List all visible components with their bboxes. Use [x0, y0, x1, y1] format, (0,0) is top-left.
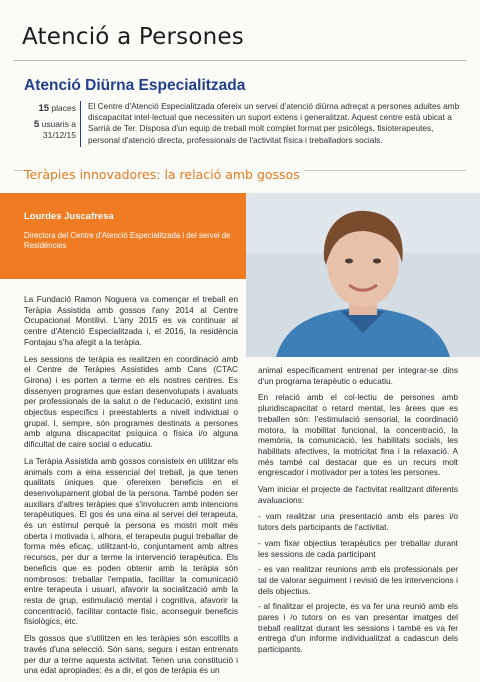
divider: [14, 60, 466, 61]
stat-users-label: usuaris a 31/12/15: [41, 119, 76, 140]
article-left-column: [24, 294, 238, 682]
article-title: Teràpies innovadores: la relació amb gossos: [24, 167, 304, 182]
author-name: Lourdes Juscafresa: [24, 211, 114, 222]
stat-users: [6, 119, 76, 141]
article-paragraph: En relació amb el col·lectiu de persones amb pluridiscapacitat o retard mental, les àrees que es treballen són: l'estimulació sensorial, la coordinació motora, la mobilitat funcional, la concentració, la memòria, la comunicació, les habilitats socials, les habilitats afectives, la motricitat fina i la relaxació. A més també cal destacar que es un recurs molt engrescador i motivador per a totes les persones.: [258, 392, 458, 478]
stat-users-number: 5: [33, 119, 40, 130]
article-paragraph: Els gossos que s'utilitzen en les teràpies són escollits a través d'una selecció. Són sans, segurs i estan entrenats per dur a terme aquesta activitat. Tenen una constitució i una edat apropiades; és a dir, el gos de teràpia és un: [24, 633, 238, 676]
stat-places-label: places: [51, 103, 76, 113]
article-paragraph: La Fundació Ramon Noguera va començar el treball en Teràpia Assistida amb gossos l'any 2014 al Centre Ocupacional Montilivi. L'any 2015 es va continuar al centre d'Atenció Especialitzada i, el 2016, la residència Fontajau s'ha afegit a la teràpia.: [24, 294, 238, 347]
list-item: - al finalitzar el projecte, es va fer una reunió amb els pares i /o tutors on es van presentar imatges del treball realitzat durant les sessions i també es va fer entrega d'un informe individualitzat a cadascun dels participants.: [258, 601, 458, 655]
list-item: - es van realitzar reunions amb els professionals per tal de valorar seguiment i revisió de les intervencions i dels objectius.: [258, 564, 458, 596]
article-paragraph: Vam iniciar el projecte de l'activitat realitzant diferents avaluacions:: [258, 484, 458, 505]
article-right-column: [258, 365, 458, 660]
stat-places-number: 15: [38, 103, 50, 114]
stats-divider: [80, 101, 81, 147]
page-title: Atenció a Persones: [22, 24, 244, 50]
list-item: - vam realitzar una presentació amb els pares i/o tutors dels participants de l'activitat.: [258, 511, 458, 533]
list-item: - vam fixar objectius terapèutics per treballar durant les sessions de cada participant: [258, 537, 458, 559]
article-paragraph: Les sessions de teràpia es realitzen en coordinació amb el Centre de Teràpies Assistides amb Cans (CTAC Girona) i es porten a terme en els nostres centres. Es dissenyen programes que estan desenvolupats i avaluats per professionals de la salut o de l'educació, existint uns objectius específics i preestablerts a nivell individual o grupal. I, sempre, són programes destinats a persones amb alguna discapacitat psíquica o física i/o alguna dificultat de caire social o educatiu.: [24, 353, 238, 450]
service-title: Atenció Diürna Especialitzada: [24, 77, 246, 94]
intro-text: El Centre d'Atenció Especialitzada ofereix un servei d'atenció diürna adreçat a persones adultes amb discapacitat intel·lectual que necessiten un suport extens i generalitzat. Aquest centre està ubicat a Sarrià de Ter. Disposa d'un equip de treball molt complet format per psicòlegs, fisioterapeutes, personal d'atenció directa, professionals de l'activitat física i treballadors socials.: [88, 101, 460, 145]
author-role: Directora del Centre d'Atenció Especialitzada i del servei de Residències: [24, 231, 231, 250]
stat-places: [38, 103, 76, 114]
article-paragraph: La Teràpia Assistida amb gossos consisteix en utilitzar els animals com a eina essencial del treball, ja que tenen qualitats úniques que ofereixen beneficis en el desenvolupament global de la persona. També poden ser auxiliars d'altres teràpies que s'involucren amb intencions terapèutiques. El gos és una eina al servei del terapeuta, és un estímul perquè la persona es mostri molt més oberta i motivada i, alhora, el terapeuta pugui treballar de forma més eficaç, utilitzant-lo, conjuntament amb altres recursos, per dur a terme la intervenció terapèutica. Els beneficis que es poden obtenir amb la teràpia són nombrosos: treballar l'empatia, facilitar la comunicació entre terapeuta i usuari, afavorir la socialització amb la resta de grup, estimulació mental i cognitiva, afavorir la concentració, facilitar contacte físic, aconseguir beneficis fisiològics, etc.: [24, 455, 238, 627]
author-photo: [246, 193, 480, 357]
portrait-illustration: [246, 193, 480, 357]
article-paragraph: animal específicament entrenat per integrar-se dins d'un programa terapèutic o educatiu.: [258, 365, 458, 386]
